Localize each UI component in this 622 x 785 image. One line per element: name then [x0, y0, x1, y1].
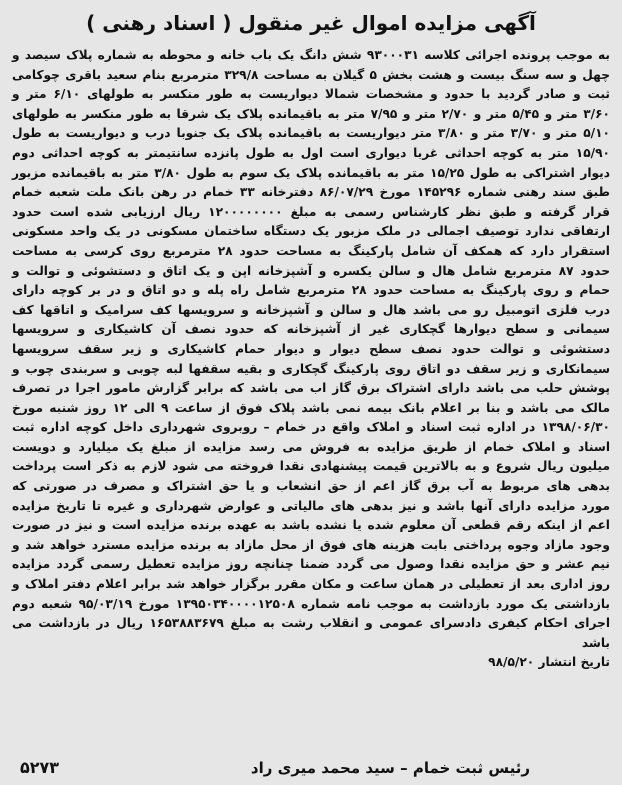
notice-body: به موجب پرونده اجرائی کلاسه ۹۳۰۰۰۳۱ شش دانگ یک باب خانه و محوطه به شماره پلاک سیصد و چهل و سه سنگ بیست و هشت بخش ۵ گیلان به مساحت ۳۲۹/۸ مترمربع بنام سعید باقری چوکامی ثبت و صادر گردید با حدود و مشخصات شمالا دیواریست به طور منکسر به طولهای ۶/۱۰ متر و ۳/۶۰ متر و ۵/۴۵ متر و ۲/۷۰ متر و ۷/۹۵ متر به باقیمانده پلاک یک شرقا به طور منکسر به طولهای ۵/۱۰ متر و ۳/۷۰ متر و ۳/۸۰ متر دیواریست به باقیمانده پلاک یک جنوبا درب و دیواریست به طول ۱۵/۹۰ متر به کوچه احداثی غربا دیواری است اول به طول پانزده سانتیمتر به کوچه احداثی دوم دیوار اشتراکی به طول ۱۵/۲۵ متر به باقیمانده پلاک یک سوم به طول ۳/۸۰ متر به باقیمانده مزبور طبق سند رهنی شماره ۱۴۵۲۹۶ مورخ ۸۶/۰۷/۲۹ دفترخانه ۳۳ خمام در رهن بانک ملت شعبه خمام قرار گرفته و طبق نظر کارشناس رسمی به مبلغ ۱۲۰۰۰۰۰۰۰۰ ریال ارزیابی شده است حدود ارتفاقی ندارد توصیف اجمالی در ملک مزبور یک دستگاه ساختمان مسکونی در یک واحد مسکونی استقرار دارد که همکف آن شامل پارکینگ به مساحت حدود ۲۸ مترمربع روی کرسی به مساحت حدود ۸۷ مترمربع شامل هال و سالن یکسره و آشپزخانه اپن و یک اتاق و دستشوئی و توالت و حمام و روی پارکینگ به مساحت حدود ۲۸ مترمربع شامل راه پله و دو اتاق و در بر کوچه دارای درب فلزی اتومبیل رو می باشد هال و سالن و آشپزخانه و سرویسها کف سرامیک و اتاقها کف سیمانی و سطح دیوارها گچکاری غیر از آشپزخانه که حدود نصف آن کاشیکاری و سرویسها دستشوئی و توالت حدود نصف سطح دیوار و دیوار حمام کاشیکاری و زیر سقف سرویسها سیمانکاری و زیر سقف دو اتاق روی پارکینگ گچکاری و بقیه سقفها لبه چوبی و سربندی چوب و پوشش حلب می باشد دارای اشتراک برق گاز اب می باشد که برابر گزارش مامور اجرا در تصرف مالک می باشد و بنا بر اعلام بانک بیمه نمی باشد پلاک فوق از ساعت ۹ الی ۱۲ روز شنبه مورخ ۱۳۹۸/۰۶/۳۰ در اداره ثبت اسناد و املاک واقع در خمام – روبروی شهرداری داخل کوچه اداره ثبت اسناد و املاک خمام از طریق مزایده به فروش می رسد مزایده از مبلغ یک میلیارد و دویست میلیون ریال شروع و به بالاترین قیمت پیشنهادی نقدا فروخته می شود لازم به ذکر است پرداخت بدهی های مربوط به آب برق گاز اعم از حق انشعاب و یا حق اشتراک و مصرف در صورتی که مورد مزایده دارای آنها باشد و نیز بدهی های مالیاتی و عوارض شهرداری و غیره تا تاریخ مزایده اعم از اینکه رقم قطعی آن معلوم شده یا نشده باشد به عهده برنده مزایده است و نیز در صورت وجود مازاد وجوه پرداختی بابت هزینه های فوق از محل مازاد به برنده مزایده مسترد خواهد شد و نیم عشر و حق مزایده نقدا وصول می گردد ضمنا چنانچه روز مزایده تعطیل رسمی گردد مزایده روز اداری بعد از تعطیلی در همان ساعت و مکان مقرر برگزار خواهد شد برابر اعلام دفتر املاک و بازداشتی یک مورد بازداشت به موجب نامه شماره ۱۳۹۵۰۳۴۰۰۰۰۱۲۵۰۸ مورخ ۹۵/۰۳/۱۹ شعبه دوم اجرای احکام کیفری دادسرای عمومی و انقلاب رشت به مبلغ ۱۶۵۳۸۸۳۶۷۹ ریال در بازداشت می باشد — [12, 48, 611, 650]
signature-line: رئیس ثبت خمام – سید محمد میری راد — [250, 759, 530, 777]
publish-date: تاریخ انتشار ۹۸/۵/۲۰ — [488, 655, 610, 670]
notice-title: آگهی مزایده اموال غیر منقول ( اسناد رهنی ) — [86, 11, 536, 35]
notice-footer — [12, 751, 610, 777]
ad-code: ۵۲۷۳ — [20, 758, 60, 777]
